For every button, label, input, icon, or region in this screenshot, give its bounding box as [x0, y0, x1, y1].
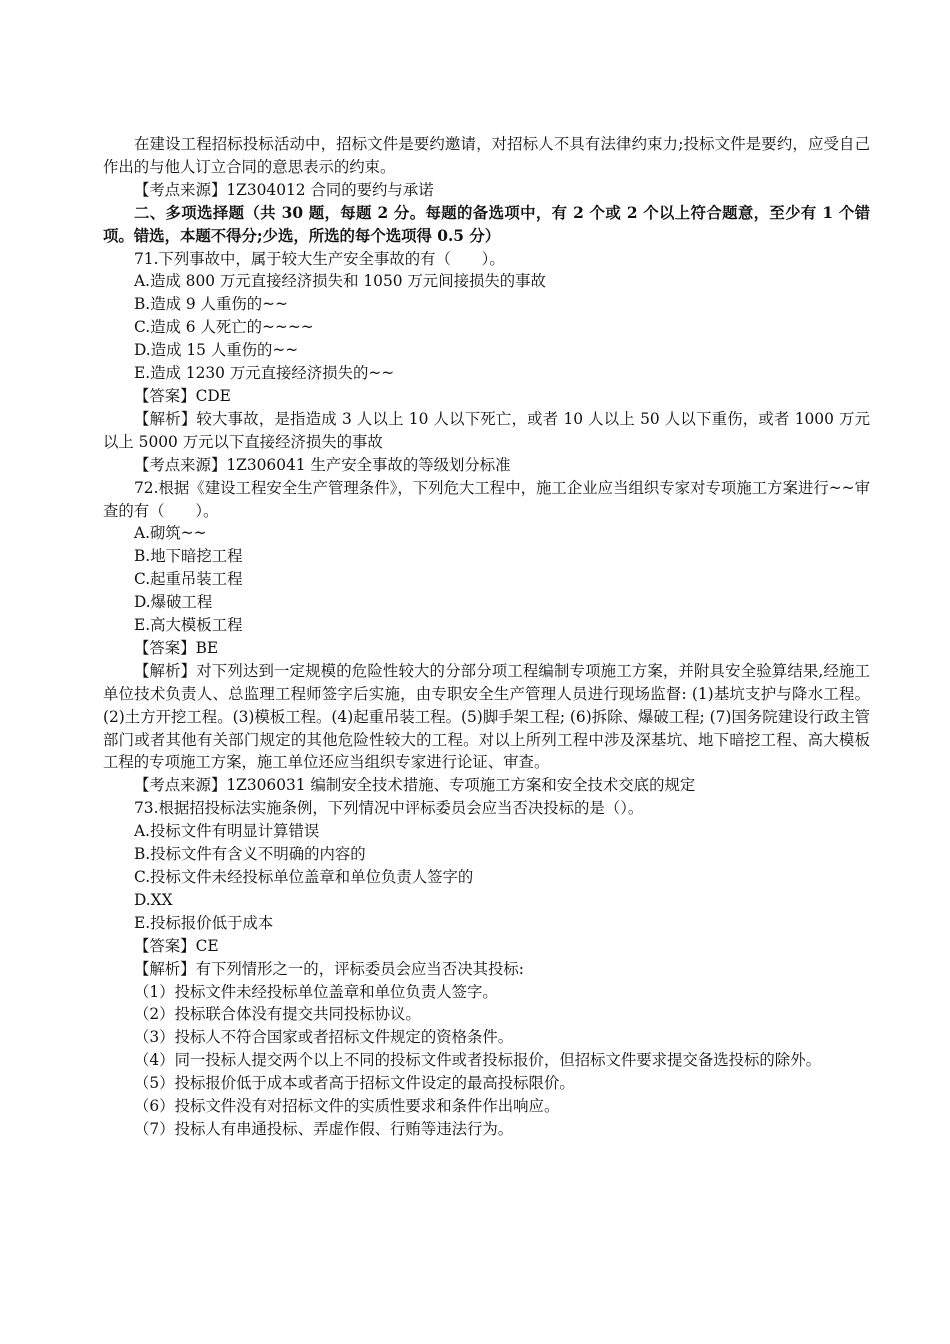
question-73-analysis-item-2: （2）投标联合体没有提交共同投标协议。: [134, 1005, 421, 1024]
question-73-option-e: E.投标报价低于成本: [134, 913, 274, 932]
question-73-analysis-item-7: （7）投标人有串通投标、弄虚作假、行贿等违法行为。: [134, 1119, 514, 1138]
question-73-option-c: C.投标文件未经投标单位盖章和单位负责人签字的: [134, 868, 474, 886]
document-page: [103, 133, 870, 1141]
question-72-option-a: A.砌筑~~: [134, 524, 207, 543]
question-72-analysis: 【解析】对下列达到一定规模的危险性较大的分部分项工程编制专项施工方案，并附具安全验算结果,经施工单位技术负责人、总监理工程师签字后实施，由专职安全生产管理人员进行现场监督: (1)基坑支护与降水工程。(2)土方开挖工程。(3)模板工程。(4)起重吊装工程。(5)脚手架工程; (6)拆除、爆破工程; (7)国务院建设行政主管部门或者其他有关部门规定的其他危险性较大的工程。对以上所列工程中涉及深基坑、地下暗挖工程、高大模板工程的专项施工方案，施工单位还应当组织专家进行论证、审查。: [103, 661, 870, 772]
question-71-option-e: E.造成 1230 万元直接经济损失的~~: [134, 364, 395, 383]
question-72-answer: 【答案】BE: [134, 638, 219, 657]
question-73-analysis-item-6: （6）投标文件没有对招标文件的实质性要求和条件作出响应。: [134, 1097, 560, 1116]
question-71-stem: 71.下列事故中，属于较大生产安全事故的有（ ）。: [134, 249, 505, 268]
question-73-option-d: D.XX: [134, 890, 173, 909]
question-73-analysis-item-3: （3）投标人不符合国家或者招标文件规定的资格条件。: [134, 1028, 514, 1047]
question-73-analysis-item-1: （1）投标文件未经投标单位盖章和单位负责人签字。: [134, 982, 498, 1001]
question-71-answer: 【答案】CDE: [134, 386, 231, 405]
question-73-analysis-item-5: （5）投标报价低于成本或者高于招标文件设定的最高投标限价。: [134, 1074, 575, 1093]
question-71-option-b: B.造成 9 人重伤的~~: [134, 295, 288, 314]
question-72-stem: 72.根据《建设工程安全生产管理条件》，下列危大工程中，施工企业应当组织专家对专项施工方案进行~~审查的有（ ）。: [103, 478, 870, 520]
question-73-option-b: B.投标文件有含义不明确的内容的: [134, 845, 366, 864]
question-72-option-c: C.起重吊装工程: [134, 570, 243, 589]
question-72-option-d: D.爆破工程: [134, 593, 213, 612]
question-73-analysis: 【解析】有下列情形之一的，评标委员会应当否决其投标:: [134, 959, 524, 978]
intro-source: 【考点来源】1Z304012 合同的要约与承诺: [134, 180, 434, 199]
question-72-source: 【考点来源】1Z306031 编制安全技术措施、专项施工方案和安全技术交底的规定: [134, 776, 696, 795]
section-heading: 二、多项选择题（共 30 题，每题 2 分。每题的备选项中，有 2 个或 2 个以上符合题意，至少有 1 个错项。错选，本题不得分;少选，所选的每个选项得 0.5 分）: [103, 203, 870, 245]
question-71-option-a: A.造成 800 万元直接经济损失和 1050 万元间接损失的事故: [134, 272, 546, 291]
question-72-option-b: B.地下暗挖工程: [134, 547, 243, 566]
intro-paragraph: 在建设工程招标投标活动中，招标文件是要约邀请，对招标人不具有法律约束力;投标文件是要约，应受自己作出的与他人订立合同的意思表示的约束。: [103, 135, 870, 176]
question-73-stem: 73.根据招投标法实施条例，下列情况中评标委员会应当否决投标的是（）。: [134, 799, 644, 818]
question-73-analysis-item-4: （4）同一投标人提交两个以上不同的投标文件或者投标报价，但招标文件要求提交备选投标的除外。: [134, 1051, 821, 1070]
question-72-option-e: E.高大模板工程: [134, 616, 243, 635]
question-71-analysis: 【解析】较大事故，是指造成 3 人以上 10 人以下死亡，或者 10 人以上 50 人以下重伤，或者 1000 万元以上 5000 万元以下直接经济损失的事故: [103, 409, 870, 451]
question-71-option-c: C.造成 6 人死亡的~~~~: [134, 318, 314, 337]
question-73-answer: 【答案】CE: [134, 936, 219, 955]
question-71-source: 【考点来源】1Z306041 生产安全事故的等级划分标准: [134, 455, 511, 474]
question-71-option-d: D.造成 15 人重伤的~~: [134, 341, 299, 360]
question-73-option-a: A.投标文件有明显计算错误: [134, 822, 320, 841]
